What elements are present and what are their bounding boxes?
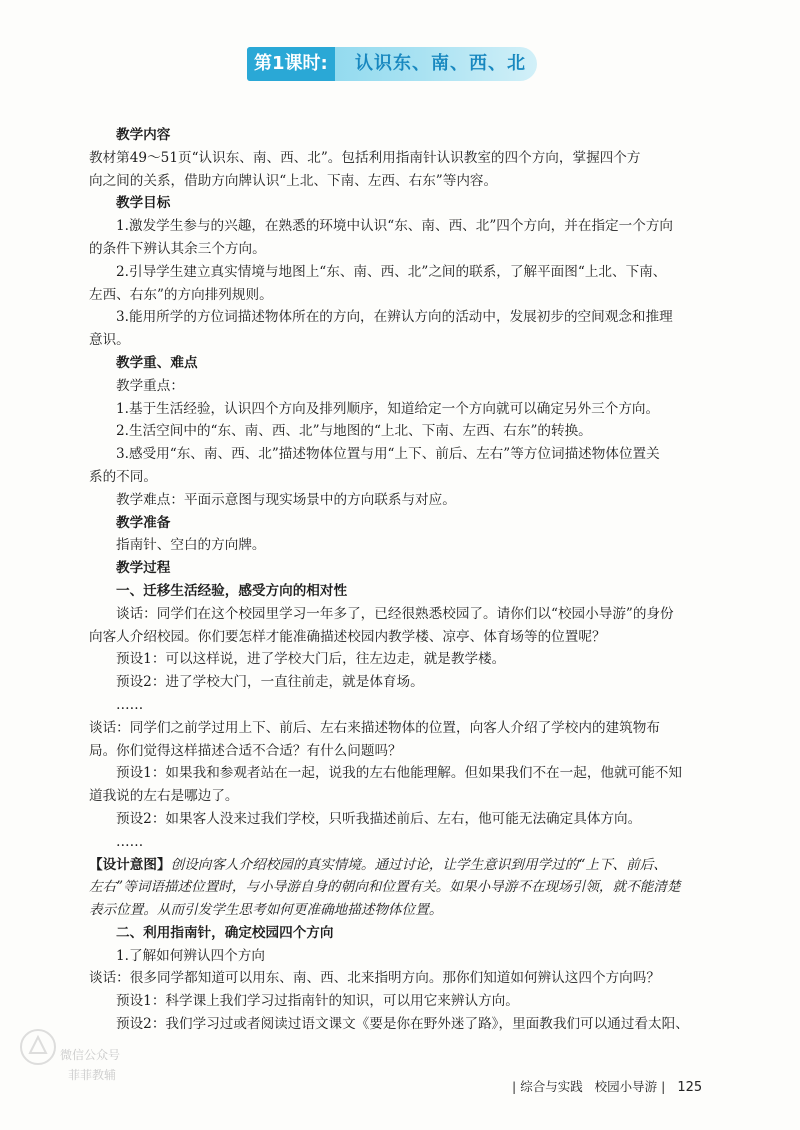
paragraph-line: 3.感受用“东、南、西、北”描述物体位置与用“上下、前后、左右”等方位词描述物体位置关 <box>116 446 660 463</box>
paragraph-line: 谈话：同学们之前学过用上下、前后、左右来描述物体的位置，向客人介绍了学校内的建筑物布 <box>89 719 660 736</box>
section-heading-goals: 教学目标 <box>116 195 171 212</box>
section-heading-key-points: 教学重、难点 <box>116 354 198 371</box>
paragraph-line: 1.了解如何辨认四个方向 <box>116 947 265 964</box>
paragraph-line: 教学难点：平面示意图与现实场景中的方向联系与对应。 <box>116 491 456 508</box>
paragraph-line: 3.能用所学的方位词描述物体所在的方向，在辨认方向的活动中，发展初步的空间观念和推理 <box>116 309 673 326</box>
paragraph-line: 预设2：进了学校大门，一直往前走，就是体育场。 <box>116 674 424 691</box>
ellipsis-line: …… <box>116 696 144 713</box>
paragraph-line: 教学重点： <box>116 377 184 394</box>
design-intent-text: 创设向客人介绍校园的真实情境。通过讨论，让学生意识到用学过的“上下、前后、 <box>170 856 667 873</box>
paragraph-line: 2.生活空间中的“东、南、西、北”与地图的“上北、下南、左西、右东”的转换。 <box>116 423 592 440</box>
design-intent-line: 表示位置。从而引发学生思考如何更准确地描述物体位置。 <box>89 902 443 919</box>
section-heading-process: 教学过程 <box>116 560 171 577</box>
subsection-heading-2: 二、利用指南针，确定校园四个方向 <box>116 924 334 941</box>
section-heading-preparation: 教学准备 <box>116 514 171 531</box>
design-intent-line: 左右”等词语描述位置时，与小导游自身的朝向和位置有关。如果小导游不在现场引领，就不能清楚 <box>89 879 681 896</box>
lesson-number-tag: 第1课时: <box>247 47 335 81</box>
footer-divider: | <box>512 1079 521 1094</box>
page-footer <box>512 1077 702 1097</box>
paragraph-line: 谈话：很多同学都知道可以用东、南、西、北来指明方向。那你们知道如何辨认这四个方向吗？ <box>89 970 660 987</box>
lesson-title: 认识东、南、西、北 <box>355 53 526 74</box>
paragraph-line: 教材第49～51页“认识东、南、西、北”。包括利用指南针认识教室的四个方向，掌握四个方 <box>89 149 641 166</box>
paragraph-line: 预设1：如果我和参观者站在一起，说我的左右他能理解。但如果我们不在一起，他就可能不知 <box>116 765 682 782</box>
paragraph-line: 谈话：同学们在这个校园里学习一年多了，已经很熟悉校园了。请你们以“校园小导游”的身份 <box>116 605 674 622</box>
watermark <box>18 1025 138 1095</box>
section-heading-content: 教学内容 <box>116 127 171 143</box>
design-intent-line <box>89 854 706 877</box>
paragraph-line: 指南针、空白的方向牌。 <box>116 537 266 554</box>
paragraph-line: 向之间的关系，借助方向牌认识“上北、下南、左西、右东”等内容。 <box>89 172 498 189</box>
paragraph-line: 向客人介绍校园。你们要怎样才能准确描述校园内教学楼、凉亭、体育场等的位置呢？ <box>89 628 606 645</box>
paragraph-line: 1.激发学生参与的兴趣，在熟悉的环境中认识“东、南、西、北”四个方向，并在指定一个方向 <box>116 218 674 235</box>
paragraph-line: 道我说的左右是哪边了。 <box>89 788 239 805</box>
subsection-heading-1: 一、迁移生活经验，感受方向的相对性 <box>116 582 348 599</box>
paragraph-line: 2.引导学生建立真实情境与地图上“东、南、西、北”之间的联系，了解平面图“上北、下南、 <box>116 263 667 280</box>
footer-topic: 校园小导游 <box>594 1079 658 1094</box>
paragraph-line: 意识。 <box>89 332 130 349</box>
watermark-line1: 微信公众号 <box>60 1048 121 1062</box>
design-intent-label: 【设计意图】 <box>89 856 171 873</box>
lesson-body <box>89 124 706 1036</box>
paragraph-line: 的条件下辨认其余三个方向。 <box>89 240 266 257</box>
ellipsis-line: …… <box>116 833 144 850</box>
paragraph-line: 预设1：科学课上我们学习过指南针的知识，可以用它来辨认方向。 <box>116 993 519 1010</box>
footer-divider: | <box>661 1079 674 1094</box>
paragraph-line: 局。你们觉得这样描述合适不合适？有什么问题吗？ <box>89 742 402 759</box>
watermark-line2: 菲菲教辅 <box>68 1068 117 1082</box>
paragraph-line: 预设2：如果客人没来过我们学校，只听我描述前后、左右，他可能无法确定具体方向。 <box>116 810 642 827</box>
paragraph-line: 预设2：我们学习过或者阅读过语文课文《要是你在野外迷了路》，里面教我们可以通过看太阳、 <box>116 1016 689 1033</box>
watermark-logo-icon <box>18 1027 58 1067</box>
paragraph-line: 1.基于生活经验，认识四个方向及排列顺序，知道给定一个方向就可以确定另外三个方向。 <box>116 400 660 417</box>
page-number: 125 <box>677 1080 703 1095</box>
footer-section: 综合与实践 <box>520 1079 583 1094</box>
lesson-banner <box>247 47 537 81</box>
paragraph-line: 左西、右东”的方向排列规则。 <box>89 286 273 303</box>
paragraph-line: 预设1：可以这样说，进了学校大门后，往左边走，就是教学楼。 <box>116 651 506 668</box>
paragraph-line: 系的不同。 <box>89 468 157 485</box>
